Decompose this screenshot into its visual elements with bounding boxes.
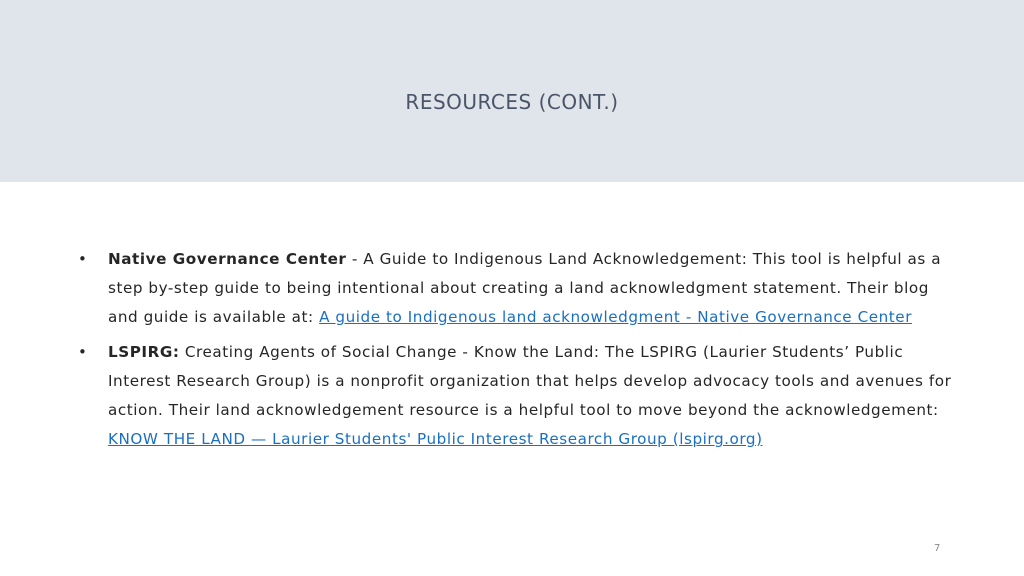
bullet-dot-icon: • xyxy=(78,343,88,361)
resource-description: Creating Agents of Social Change - Know the Land: The LSPIRG (Laurier Students’ Public Interest Research Group) is a nonprofit organization that helps develop advocacy tools and avenues for action. Their land acknowledgement resource is a helpful tool to move beyond the acknowledgement: xyxy=(108,343,952,419)
list-item-native-governance-center xyxy=(72,245,952,332)
bullet-dot-icon: • xyxy=(78,250,88,268)
resource-description: - A Guide to Indigenous Land Acknowledgement: This tool is helpful as a step by-step guide to being intentional about creating a land acknowledgment statement. Their blog and guide is available at: xyxy=(108,250,942,326)
slide-title: RESOURCES (CONT.) xyxy=(405,90,619,114)
resource-list xyxy=(72,245,952,454)
resource-name: LSPIRG: xyxy=(108,343,180,361)
list-item-lspirg xyxy=(72,338,952,454)
slide-header xyxy=(0,0,1024,182)
slide-content xyxy=(72,245,952,460)
resource-link[interactable]: KNOW THE LAND — Laurier Students' Public Interest Research Group (lspirg.org) xyxy=(108,430,763,448)
page-number: 7 xyxy=(934,543,941,554)
resource-name: Native Governance Center xyxy=(108,250,347,268)
resource-link[interactable]: A guide to Indigenous land acknowledgment - Native Governance Center xyxy=(319,308,912,326)
